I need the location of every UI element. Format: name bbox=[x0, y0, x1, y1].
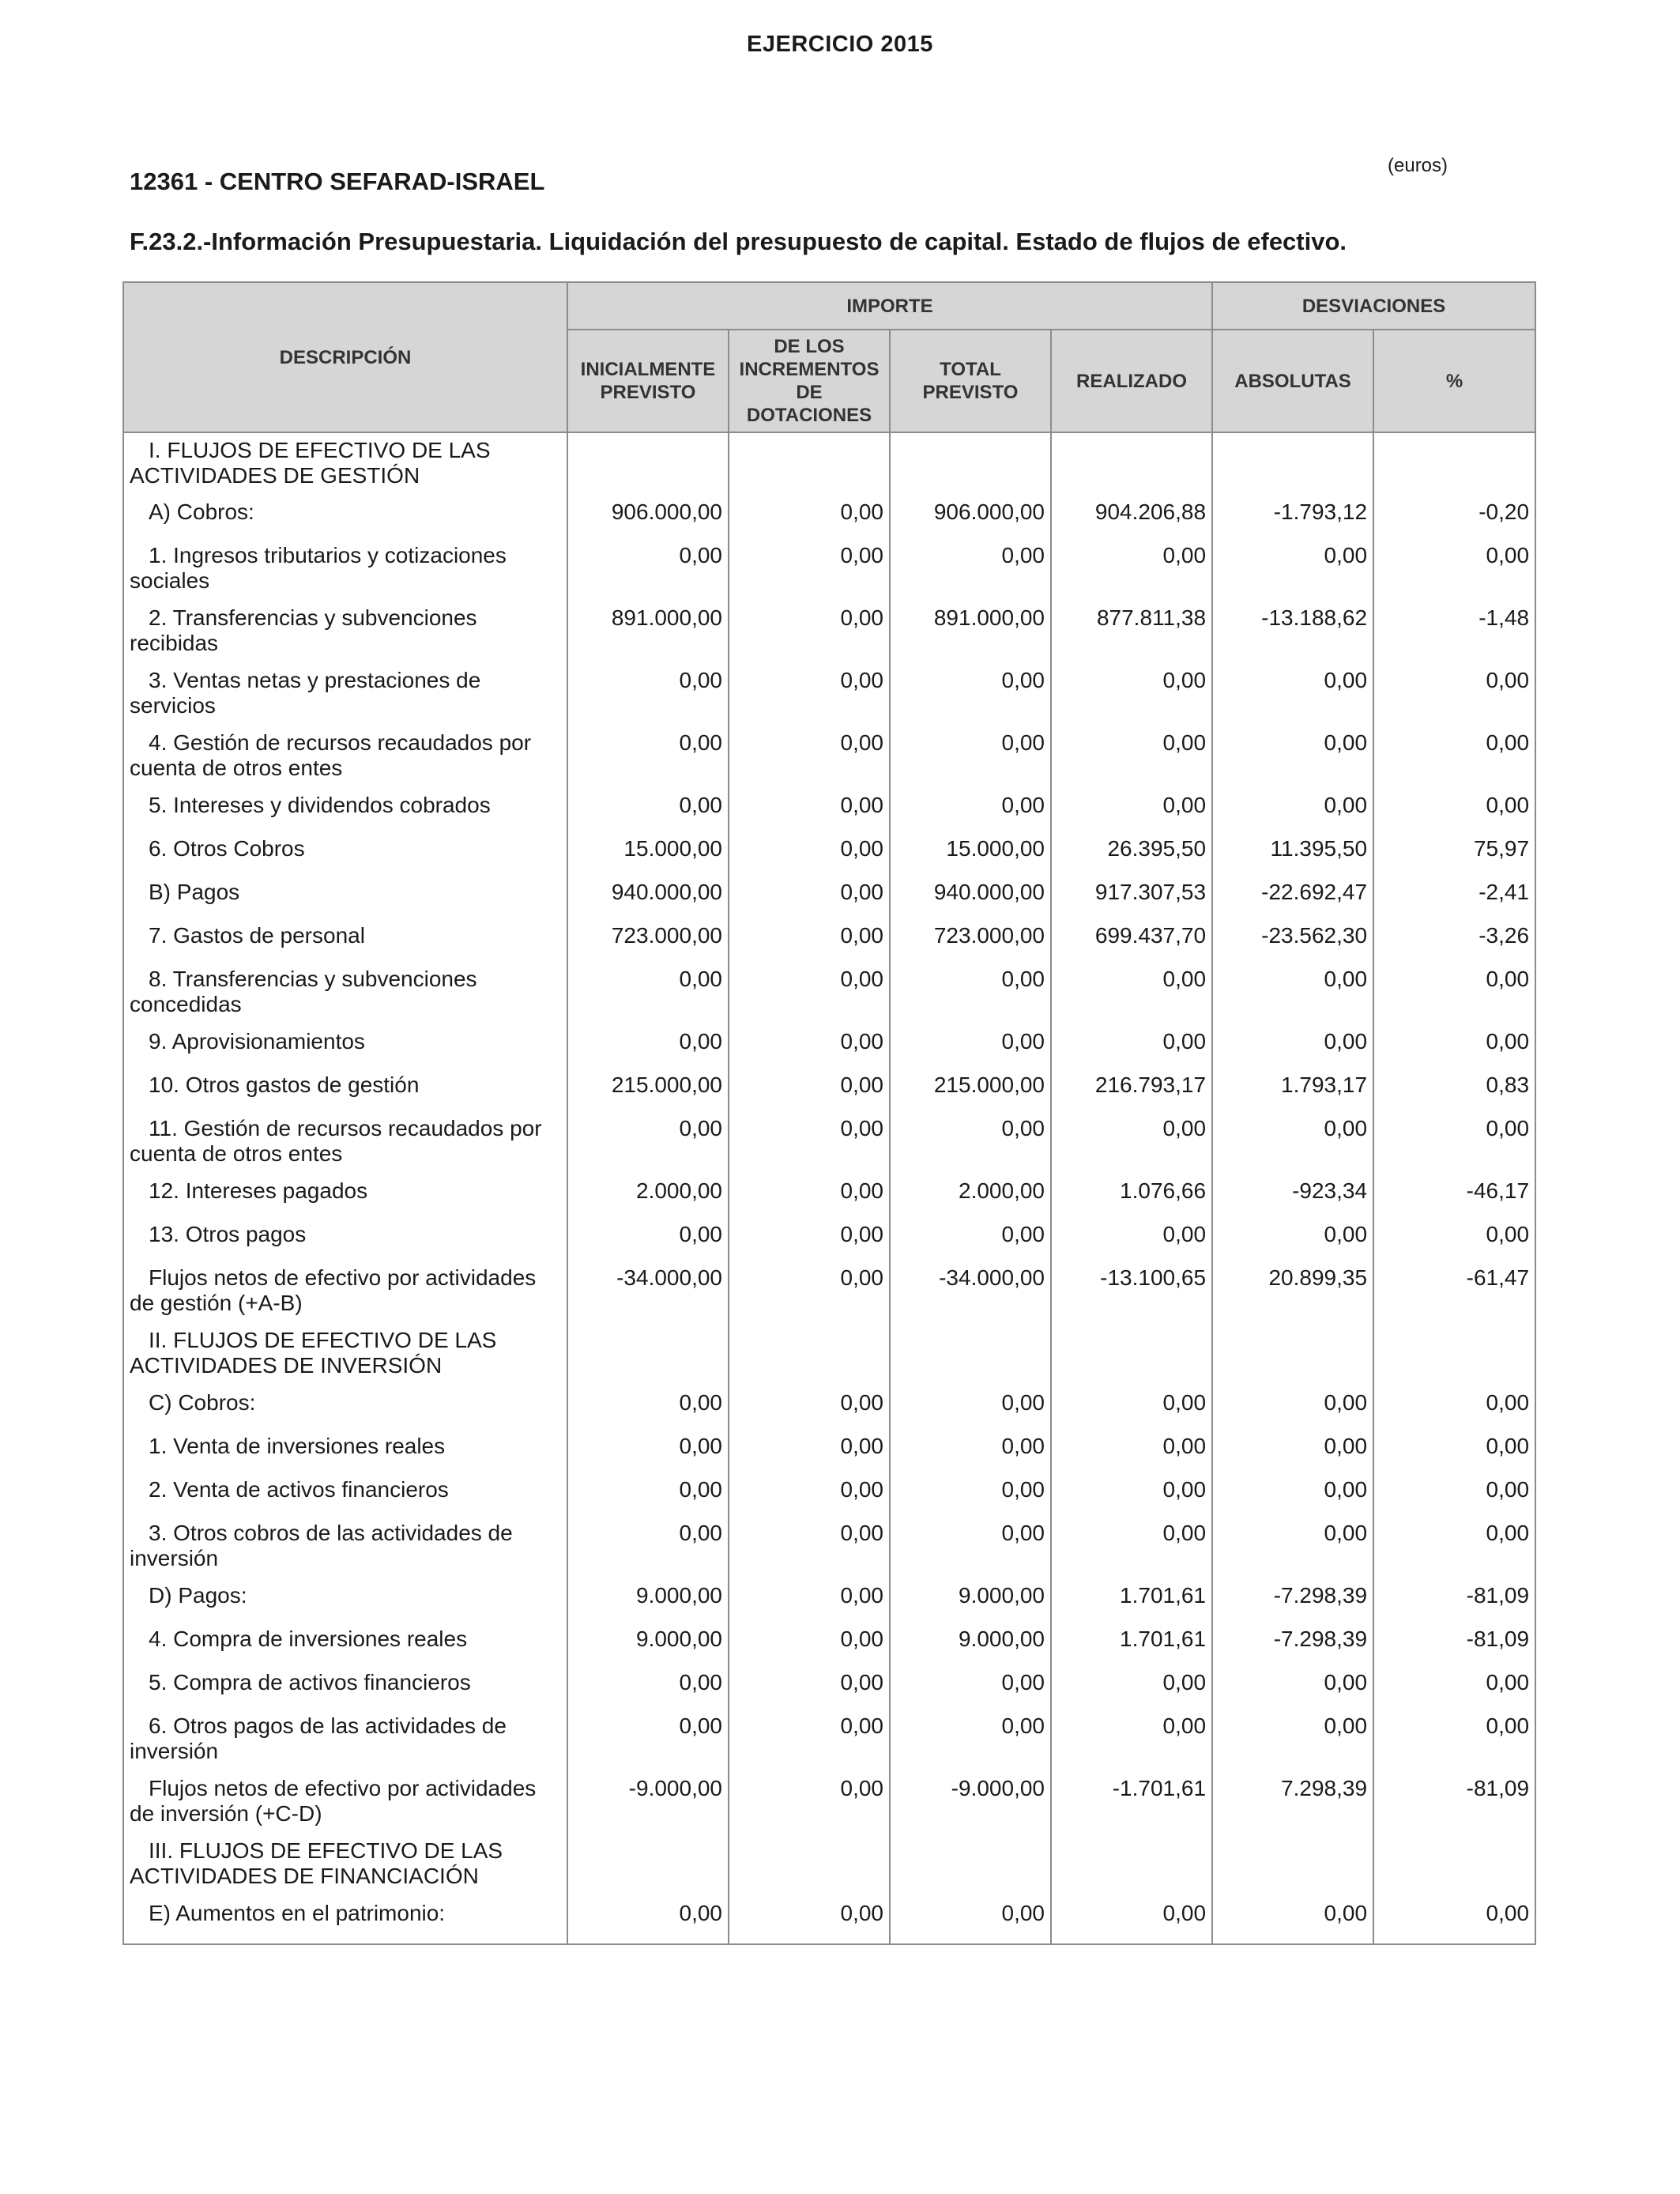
row-description-text: 6. Otros pagos de las actividades de bbox=[149, 1713, 507, 1738]
row-description bbox=[123, 432, 567, 495]
row-description bbox=[123, 831, 567, 875]
cell-realizado: 0,00 bbox=[1051, 1217, 1212, 1261]
cell-inicialmente-previsto: 0,00 bbox=[567, 538, 729, 601]
row-description bbox=[123, 1896, 567, 1944]
cell-incrementos: 0,00 bbox=[729, 538, 890, 601]
table-row bbox=[123, 1771, 1535, 1834]
cell-absolutas: 20.899,35 bbox=[1212, 1261, 1373, 1323]
cell-inicialmente-previsto: 906.000,00 bbox=[567, 495, 729, 538]
table-row bbox=[123, 1385, 1535, 1429]
cell-total-previsto: 0,00 bbox=[890, 1385, 1051, 1429]
cell-total-previsto: 0,00 bbox=[890, 1472, 1051, 1516]
row-description bbox=[123, 726, 567, 788]
cell-percent: 0,00 bbox=[1373, 1709, 1535, 1771]
cell-percent: -0,20 bbox=[1373, 495, 1535, 538]
cell-percent: 0,00 bbox=[1373, 1516, 1535, 1578]
cell-inicialmente-previsto bbox=[567, 1323, 729, 1385]
row-description-text: 1. Ingresos tributarios y cotizaciones bbox=[149, 543, 507, 567]
cell-realizado: 1.701,61 bbox=[1051, 1578, 1212, 1622]
row-description bbox=[123, 1472, 567, 1516]
row-description-continuation: de inversión (+C-D) bbox=[130, 1801, 322, 1826]
row-description bbox=[123, 1385, 567, 1429]
cell-total-previsto: 9.000,00 bbox=[890, 1578, 1051, 1622]
cell-total-previsto: 0,00 bbox=[890, 726, 1051, 788]
cell-realizado: 917.307,53 bbox=[1051, 875, 1212, 918]
table-row bbox=[123, 831, 1535, 875]
cell-percent: 0,00 bbox=[1373, 538, 1535, 601]
row-description bbox=[123, 1709, 567, 1771]
cell-inicialmente-previsto bbox=[567, 432, 729, 495]
cell-realizado: 699.437,70 bbox=[1051, 918, 1212, 962]
cell-absolutas: 0,00 bbox=[1212, 1665, 1373, 1709]
row-description-text: I. FLUJOS DE EFECTIVO DE LAS bbox=[149, 438, 491, 462]
cell-absolutas bbox=[1212, 1834, 1373, 1896]
table-row bbox=[123, 1896, 1535, 1944]
table-row bbox=[123, 962, 1535, 1024]
column-header-realizado: REALIZADO bbox=[1051, 330, 1212, 432]
cell-inicialmente-previsto: 0,00 bbox=[567, 1024, 729, 1068]
cell-percent: 0,00 bbox=[1373, 962, 1535, 1024]
cell-percent: 0,00 bbox=[1373, 1024, 1535, 1068]
table-row bbox=[123, 1217, 1535, 1261]
cell-realizado: 0,00 bbox=[1051, 1385, 1212, 1429]
cell-percent: -81,09 bbox=[1373, 1578, 1535, 1622]
row-description-continuation: concedidas bbox=[130, 992, 242, 1016]
row-description-continuation: ACTIVIDADES DE FINANCIACIÓN bbox=[130, 1864, 479, 1888]
cell-total-previsto: 0,00 bbox=[890, 663, 1051, 726]
cell-absolutas: 11.395,50 bbox=[1212, 831, 1373, 875]
cell-realizado: 0,00 bbox=[1051, 1429, 1212, 1472]
cell-incrementos: 0,00 bbox=[729, 1217, 890, 1261]
row-description-text: 2. Venta de activos financieros bbox=[149, 1477, 449, 1502]
cell-total-previsto: 0,00 bbox=[890, 962, 1051, 1024]
cell-percent bbox=[1373, 432, 1535, 495]
cell-percent bbox=[1373, 1323, 1535, 1385]
cell-incrementos: 0,00 bbox=[729, 663, 890, 726]
cell-realizado: 877.811,38 bbox=[1051, 601, 1212, 663]
cell-incrementos: 0,00 bbox=[729, 726, 890, 788]
table-row bbox=[123, 1472, 1535, 1516]
row-description bbox=[123, 875, 567, 918]
exercise-year-title: EJERCICIO 2015 bbox=[747, 32, 933, 57]
cell-absolutas: -7.298,39 bbox=[1212, 1622, 1373, 1665]
cell-absolutas: 0,00 bbox=[1212, 788, 1373, 831]
cell-total-previsto: 723.000,00 bbox=[890, 918, 1051, 962]
entity-heading: 12361 - CENTRO SEFARAD-ISRAEL bbox=[130, 168, 545, 195]
cell-inicialmente-previsto: 0,00 bbox=[567, 1111, 729, 1174]
cell-inicialmente-previsto: 0,00 bbox=[567, 726, 729, 788]
cell-realizado: 0,00 bbox=[1051, 1709, 1212, 1771]
cell-total-previsto: 0,00 bbox=[890, 1896, 1051, 1944]
table-row bbox=[123, 495, 1535, 538]
column-header-inicialmente-previsto: INICIALMENTE PREVISTO bbox=[567, 330, 729, 432]
cell-absolutas: -13.188,62 bbox=[1212, 601, 1373, 663]
table-row bbox=[123, 1578, 1535, 1622]
row-description bbox=[123, 1665, 567, 1709]
row-description-continuation: inversión bbox=[130, 1739, 219, 1763]
cell-realizado: -1.701,61 bbox=[1051, 1771, 1212, 1834]
row-description-text: B) Pagos bbox=[149, 880, 240, 904]
row-description-text: III. FLUJOS DE EFECTIVO DE LAS bbox=[149, 1838, 503, 1863]
cell-realizado: 26.395,50 bbox=[1051, 831, 1212, 875]
row-description bbox=[123, 1771, 567, 1834]
table-row bbox=[123, 918, 1535, 962]
row-description bbox=[123, 495, 567, 538]
column-header-incrementos: DE LOS INCREMENTOS DE DOTACIONES bbox=[729, 330, 890, 432]
cell-absolutas: -923,34 bbox=[1212, 1174, 1373, 1217]
cell-percent bbox=[1373, 1834, 1535, 1896]
cell-incrementos bbox=[729, 1323, 890, 1385]
cell-absolutas: 0,00 bbox=[1212, 726, 1373, 788]
table-row bbox=[123, 601, 1535, 663]
row-description bbox=[123, 663, 567, 726]
row-description bbox=[123, 1217, 567, 1261]
cell-inicialmente-previsto: 0,00 bbox=[567, 1665, 729, 1709]
row-description bbox=[123, 788, 567, 831]
row-description-text: Flujos netos de efectivo por actividades bbox=[149, 1776, 537, 1800]
cell-inicialmente-previsto: 0,00 bbox=[567, 1896, 729, 1944]
cell-realizado bbox=[1051, 1834, 1212, 1896]
cell-absolutas: 7.298,39 bbox=[1212, 1771, 1373, 1834]
cell-realizado: 216.793,17 bbox=[1051, 1068, 1212, 1111]
cell-incrementos: 0,00 bbox=[729, 1516, 890, 1578]
cell-absolutas: 0,00 bbox=[1212, 962, 1373, 1024]
table-row bbox=[123, 1174, 1535, 1217]
row-description bbox=[123, 1834, 567, 1896]
row-description-text: Flujos netos de efectivo por actividades bbox=[149, 1265, 537, 1290]
cell-inicialmente-previsto: 15.000,00 bbox=[567, 831, 729, 875]
cell-realizado: 1.701,61 bbox=[1051, 1622, 1212, 1665]
cell-total-previsto: 0,00 bbox=[890, 788, 1051, 831]
cell-incrementos: 0,00 bbox=[729, 495, 890, 538]
cell-realizado: 0,00 bbox=[1051, 538, 1212, 601]
row-description-continuation: servicios bbox=[130, 693, 216, 718]
cell-incrementos bbox=[729, 1834, 890, 1896]
table-row bbox=[123, 1665, 1535, 1709]
cell-total-previsto: 0,00 bbox=[890, 1217, 1051, 1261]
cell-inicialmente-previsto: 0,00 bbox=[567, 1429, 729, 1472]
cell-total-previsto: -34.000,00 bbox=[890, 1261, 1051, 1323]
cell-total-previsto: 906.000,00 bbox=[890, 495, 1051, 538]
cell-total-previsto: 0,00 bbox=[890, 1024, 1051, 1068]
row-description-text: 12. Intereses pagados bbox=[149, 1178, 368, 1203]
table-row bbox=[123, 1323, 1535, 1385]
cell-incrementos: 0,00 bbox=[729, 1622, 890, 1665]
row-description-continuation: cuenta de otros entes bbox=[130, 756, 343, 780]
cell-realizado bbox=[1051, 1323, 1212, 1385]
cash-flow-budget-table bbox=[122, 281, 1536, 1945]
cell-total-previsto: 215.000,00 bbox=[890, 1068, 1051, 1111]
row-description-continuation: recibidas bbox=[130, 631, 219, 655]
row-description-text: 4. Compra de inversiones reales bbox=[149, 1627, 468, 1651]
table-row bbox=[123, 875, 1535, 918]
row-description-text: 11. Gestión de recursos recaudados por bbox=[149, 1116, 542, 1140]
cell-percent: -1,48 bbox=[1373, 601, 1535, 663]
column-header-total-previsto: TOTAL PREVISTO bbox=[890, 330, 1051, 432]
row-description-text: 5. Compra de activos financieros bbox=[149, 1670, 471, 1695]
cell-incrementos: 0,00 bbox=[729, 1111, 890, 1174]
row-description-text: 8. Transferencias y subvenciones bbox=[149, 967, 477, 991]
cell-inicialmente-previsto: 0,00 bbox=[567, 1472, 729, 1516]
table-row bbox=[123, 1516, 1535, 1578]
table-row bbox=[123, 1429, 1535, 1472]
row-description-text: II. FLUJOS DE EFECTIVO DE LAS bbox=[149, 1328, 497, 1352]
cell-absolutas: 0,00 bbox=[1212, 1024, 1373, 1068]
cell-realizado: 0,00 bbox=[1051, 1472, 1212, 1516]
cell-total-previsto: 15.000,00 bbox=[890, 831, 1051, 875]
row-description bbox=[123, 1068, 567, 1111]
table-row bbox=[123, 1024, 1535, 1068]
row-description bbox=[123, 1261, 567, 1323]
cell-incrementos: 0,00 bbox=[729, 1429, 890, 1472]
cell-realizado: 0,00 bbox=[1051, 1111, 1212, 1174]
cell-realizado bbox=[1051, 432, 1212, 495]
cell-percent: 0,00 bbox=[1373, 726, 1535, 788]
cell-realizado: -13.100,65 bbox=[1051, 1261, 1212, 1323]
cell-absolutas bbox=[1212, 1323, 1373, 1385]
group-header-importe: IMPORTE bbox=[567, 282, 1212, 330]
row-description-text: 10. Otros gastos de gestión bbox=[149, 1072, 420, 1097]
column-header-percent: % bbox=[1373, 330, 1535, 432]
cell-percent: -2,41 bbox=[1373, 875, 1535, 918]
row-description-text: C) Cobros: bbox=[149, 1390, 256, 1415]
cell-inicialmente-previsto: 0,00 bbox=[567, 1217, 729, 1261]
cell-inicialmente-previsto: -34.000,00 bbox=[567, 1261, 729, 1323]
row-description-text: 1. Venta de inversiones reales bbox=[149, 1434, 446, 1458]
column-header-absolutas: ABSOLUTAS bbox=[1212, 330, 1373, 432]
cell-inicialmente-previsto: 0,00 bbox=[567, 663, 729, 726]
cell-inicialmente-previsto: -9.000,00 bbox=[567, 1771, 729, 1834]
row-description bbox=[123, 962, 567, 1024]
cell-incrementos: 0,00 bbox=[729, 601, 890, 663]
table-row bbox=[123, 1622, 1535, 1665]
row-description-text: 6. Otros Cobros bbox=[149, 836, 305, 861]
row-description-text: A) Cobros: bbox=[149, 499, 254, 524]
row-description-continuation: cuenta de otros entes bbox=[130, 1141, 343, 1166]
table-row bbox=[123, 1111, 1535, 1174]
cell-incrementos: 0,00 bbox=[729, 1261, 890, 1323]
row-description-text: E) Aumentos en el patrimonio: bbox=[149, 1901, 446, 1925]
cell-total-previsto: 0,00 bbox=[890, 1665, 1051, 1709]
cell-realizado: 904.206,88 bbox=[1051, 495, 1212, 538]
row-description-text: 5. Intereses y dividendos cobrados bbox=[149, 793, 491, 817]
cell-percent: -3,26 bbox=[1373, 918, 1535, 962]
cell-absolutas: 0,00 bbox=[1212, 1385, 1373, 1429]
row-description-text: 4. Gestión de recursos recaudados por bbox=[149, 730, 532, 755]
cell-percent: 0,00 bbox=[1373, 1217, 1535, 1261]
row-description-continuation: de gestión (+A-B) bbox=[130, 1291, 303, 1315]
cell-inicialmente-previsto bbox=[567, 1834, 729, 1896]
cell-inicialmente-previsto: 2.000,00 bbox=[567, 1174, 729, 1217]
table-row bbox=[123, 538, 1535, 601]
row-description bbox=[123, 1516, 567, 1578]
cell-inicialmente-previsto: 0,00 bbox=[567, 1385, 729, 1429]
cell-percent: 0,00 bbox=[1373, 1665, 1535, 1709]
row-description bbox=[123, 601, 567, 663]
cell-realizado: 0,00 bbox=[1051, 1896, 1212, 1944]
cell-incrementos: 0,00 bbox=[729, 831, 890, 875]
cell-percent: 0,00 bbox=[1373, 1429, 1535, 1472]
cell-realizado: 0,00 bbox=[1051, 1516, 1212, 1578]
row-description-text: 3. Otros cobros de las actividades de bbox=[149, 1521, 513, 1545]
cell-total-previsto: 0,00 bbox=[890, 1709, 1051, 1771]
cell-total-previsto: 0,00 bbox=[890, 538, 1051, 601]
cell-absolutas: 1.793,17 bbox=[1212, 1068, 1373, 1111]
cell-absolutas: 0,00 bbox=[1212, 1709, 1373, 1771]
cell-absolutas: -23.562,30 bbox=[1212, 918, 1373, 962]
row-description bbox=[123, 1622, 567, 1665]
cell-incrementos: 0,00 bbox=[729, 1578, 890, 1622]
row-description-continuation: sociales bbox=[130, 568, 210, 593]
cell-absolutas: 0,00 bbox=[1212, 1429, 1373, 1472]
cell-incrementos: 0,00 bbox=[729, 962, 890, 1024]
cell-inicialmente-previsto: 891.000,00 bbox=[567, 601, 729, 663]
row-description-continuation: ACTIVIDADES DE GESTIÓN bbox=[130, 463, 420, 488]
row-description bbox=[123, 1578, 567, 1622]
cell-absolutas: 0,00 bbox=[1212, 1111, 1373, 1174]
row-description bbox=[123, 1429, 567, 1472]
cell-percent: -81,09 bbox=[1373, 1622, 1535, 1665]
row-description bbox=[123, 1024, 567, 1068]
cell-total-previsto: 0,00 bbox=[890, 1111, 1051, 1174]
cell-incrementos bbox=[729, 432, 890, 495]
table-row bbox=[123, 1068, 1535, 1111]
cell-absolutas: -22.692,47 bbox=[1212, 875, 1373, 918]
table-row bbox=[123, 432, 1535, 495]
cell-inicialmente-previsto: 9.000,00 bbox=[567, 1578, 729, 1622]
cell-percent: 0,00 bbox=[1373, 663, 1535, 726]
cell-percent: 0,00 bbox=[1373, 1111, 1535, 1174]
cell-total-previsto: 891.000,00 bbox=[890, 601, 1051, 663]
cell-realizado: 0,00 bbox=[1051, 726, 1212, 788]
cell-total-previsto: -9.000,00 bbox=[890, 1771, 1051, 1834]
cell-incrementos: 0,00 bbox=[729, 1709, 890, 1771]
cell-absolutas: 0,00 bbox=[1212, 663, 1373, 726]
table-row bbox=[123, 1834, 1535, 1896]
row-description-text: 3. Ventas netas y prestaciones de bbox=[149, 668, 481, 692]
row-description-continuation: ACTIVIDADES DE INVERSIÓN bbox=[130, 1353, 443, 1378]
cell-incrementos: 0,00 bbox=[729, 1472, 890, 1516]
row-description-continuation: inversión bbox=[130, 1546, 219, 1570]
cell-incrementos: 0,00 bbox=[729, 1024, 890, 1068]
cell-incrementos: 0,00 bbox=[729, 1385, 890, 1429]
cell-inicialmente-previsto: 0,00 bbox=[567, 1709, 729, 1771]
cell-percent: 75,97 bbox=[1373, 831, 1535, 875]
row-description-text: 7. Gastos de personal bbox=[149, 923, 365, 948]
row-description-text: 13. Otros pagos bbox=[149, 1222, 307, 1246]
cell-absolutas: 0,00 bbox=[1212, 1896, 1373, 1944]
report-subtitle: F.23.2.-Información Presupuestaria. Liquidación del presupuesto de capital. Estado de flujos de efectivo. bbox=[130, 228, 1347, 255]
cell-realizado: 0,00 bbox=[1051, 1665, 1212, 1709]
cell-incrementos: 0,00 bbox=[729, 1174, 890, 1217]
row-description-text: D) Pagos: bbox=[149, 1583, 247, 1608]
cell-realizado: 0,00 bbox=[1051, 1024, 1212, 1068]
cell-inicialmente-previsto: 940.000,00 bbox=[567, 875, 729, 918]
column-header-descripcion: DESCRIPCIÓN bbox=[123, 282, 567, 432]
cell-incrementos: 0,00 bbox=[729, 1771, 890, 1834]
cell-realizado: 0,00 bbox=[1051, 962, 1212, 1024]
cell-incrementos: 0,00 bbox=[729, 1896, 890, 1944]
cell-absolutas: -1.793,12 bbox=[1212, 495, 1373, 538]
cell-percent: -61,47 bbox=[1373, 1261, 1535, 1323]
cell-total-previsto: 940.000,00 bbox=[890, 875, 1051, 918]
cell-realizado: 0,00 bbox=[1051, 788, 1212, 831]
row-description bbox=[123, 1174, 567, 1217]
cell-absolutas: 0,00 bbox=[1212, 1516, 1373, 1578]
table-row bbox=[123, 1261, 1535, 1323]
cell-total-previsto: 0,00 bbox=[890, 1516, 1051, 1578]
table-row bbox=[123, 726, 1535, 788]
cell-total-previsto bbox=[890, 1323, 1051, 1385]
cell-incrementos: 0,00 bbox=[729, 788, 890, 831]
row-description-text: 9. Aprovisionamientos bbox=[149, 1029, 365, 1054]
cell-total-previsto: 9.000,00 bbox=[890, 1622, 1051, 1665]
table-body bbox=[123, 432, 1535, 1944]
cell-inicialmente-previsto: 215.000,00 bbox=[567, 1068, 729, 1111]
cell-incrementos: 0,00 bbox=[729, 918, 890, 962]
row-description bbox=[123, 918, 567, 962]
cell-absolutas: 0,00 bbox=[1212, 538, 1373, 601]
cell-inicialmente-previsto: 0,00 bbox=[567, 962, 729, 1024]
cell-total-previsto: 0,00 bbox=[890, 1429, 1051, 1472]
cell-total-previsto bbox=[890, 1834, 1051, 1896]
cell-absolutas: 0,00 bbox=[1212, 1217, 1373, 1261]
row-description bbox=[123, 1111, 567, 1174]
cell-realizado: 0,00 bbox=[1051, 663, 1212, 726]
currency-units-label: (euros) bbox=[1388, 155, 1448, 176]
cell-total-previsto: 2.000,00 bbox=[890, 1174, 1051, 1217]
row-description bbox=[123, 538, 567, 601]
cell-incrementos: 0,00 bbox=[729, 875, 890, 918]
cell-percent: 0,00 bbox=[1373, 1472, 1535, 1516]
cell-realizado: 1.076,66 bbox=[1051, 1174, 1212, 1217]
cell-incrementos: 0,00 bbox=[729, 1665, 890, 1709]
row-description-text: 2. Transferencias y subvenciones bbox=[149, 605, 477, 630]
cell-percent: 0,83 bbox=[1373, 1068, 1535, 1111]
table-row bbox=[123, 788, 1535, 831]
cell-absolutas: -7.298,39 bbox=[1212, 1578, 1373, 1622]
cell-inicialmente-previsto: 723.000,00 bbox=[567, 918, 729, 962]
table-row bbox=[123, 1709, 1535, 1771]
cell-inicialmente-previsto: 9.000,00 bbox=[567, 1622, 729, 1665]
cell-percent: 0,00 bbox=[1373, 1896, 1535, 1944]
group-header-desviaciones: DESVIACIONES bbox=[1212, 282, 1535, 330]
cell-absolutas bbox=[1212, 432, 1373, 495]
cell-absolutas: 0,00 bbox=[1212, 1472, 1373, 1516]
cell-inicialmente-previsto: 0,00 bbox=[567, 788, 729, 831]
cell-percent: 0,00 bbox=[1373, 1385, 1535, 1429]
cell-inicialmente-previsto: 0,00 bbox=[567, 1516, 729, 1578]
cell-percent: -81,09 bbox=[1373, 1771, 1535, 1834]
cell-total-previsto bbox=[890, 432, 1051, 495]
table-row bbox=[123, 663, 1535, 726]
cell-incrementos: 0,00 bbox=[729, 1068, 890, 1111]
cell-percent: 0,00 bbox=[1373, 788, 1535, 831]
cell-percent: -46,17 bbox=[1373, 1174, 1535, 1217]
row-description bbox=[123, 1323, 567, 1385]
